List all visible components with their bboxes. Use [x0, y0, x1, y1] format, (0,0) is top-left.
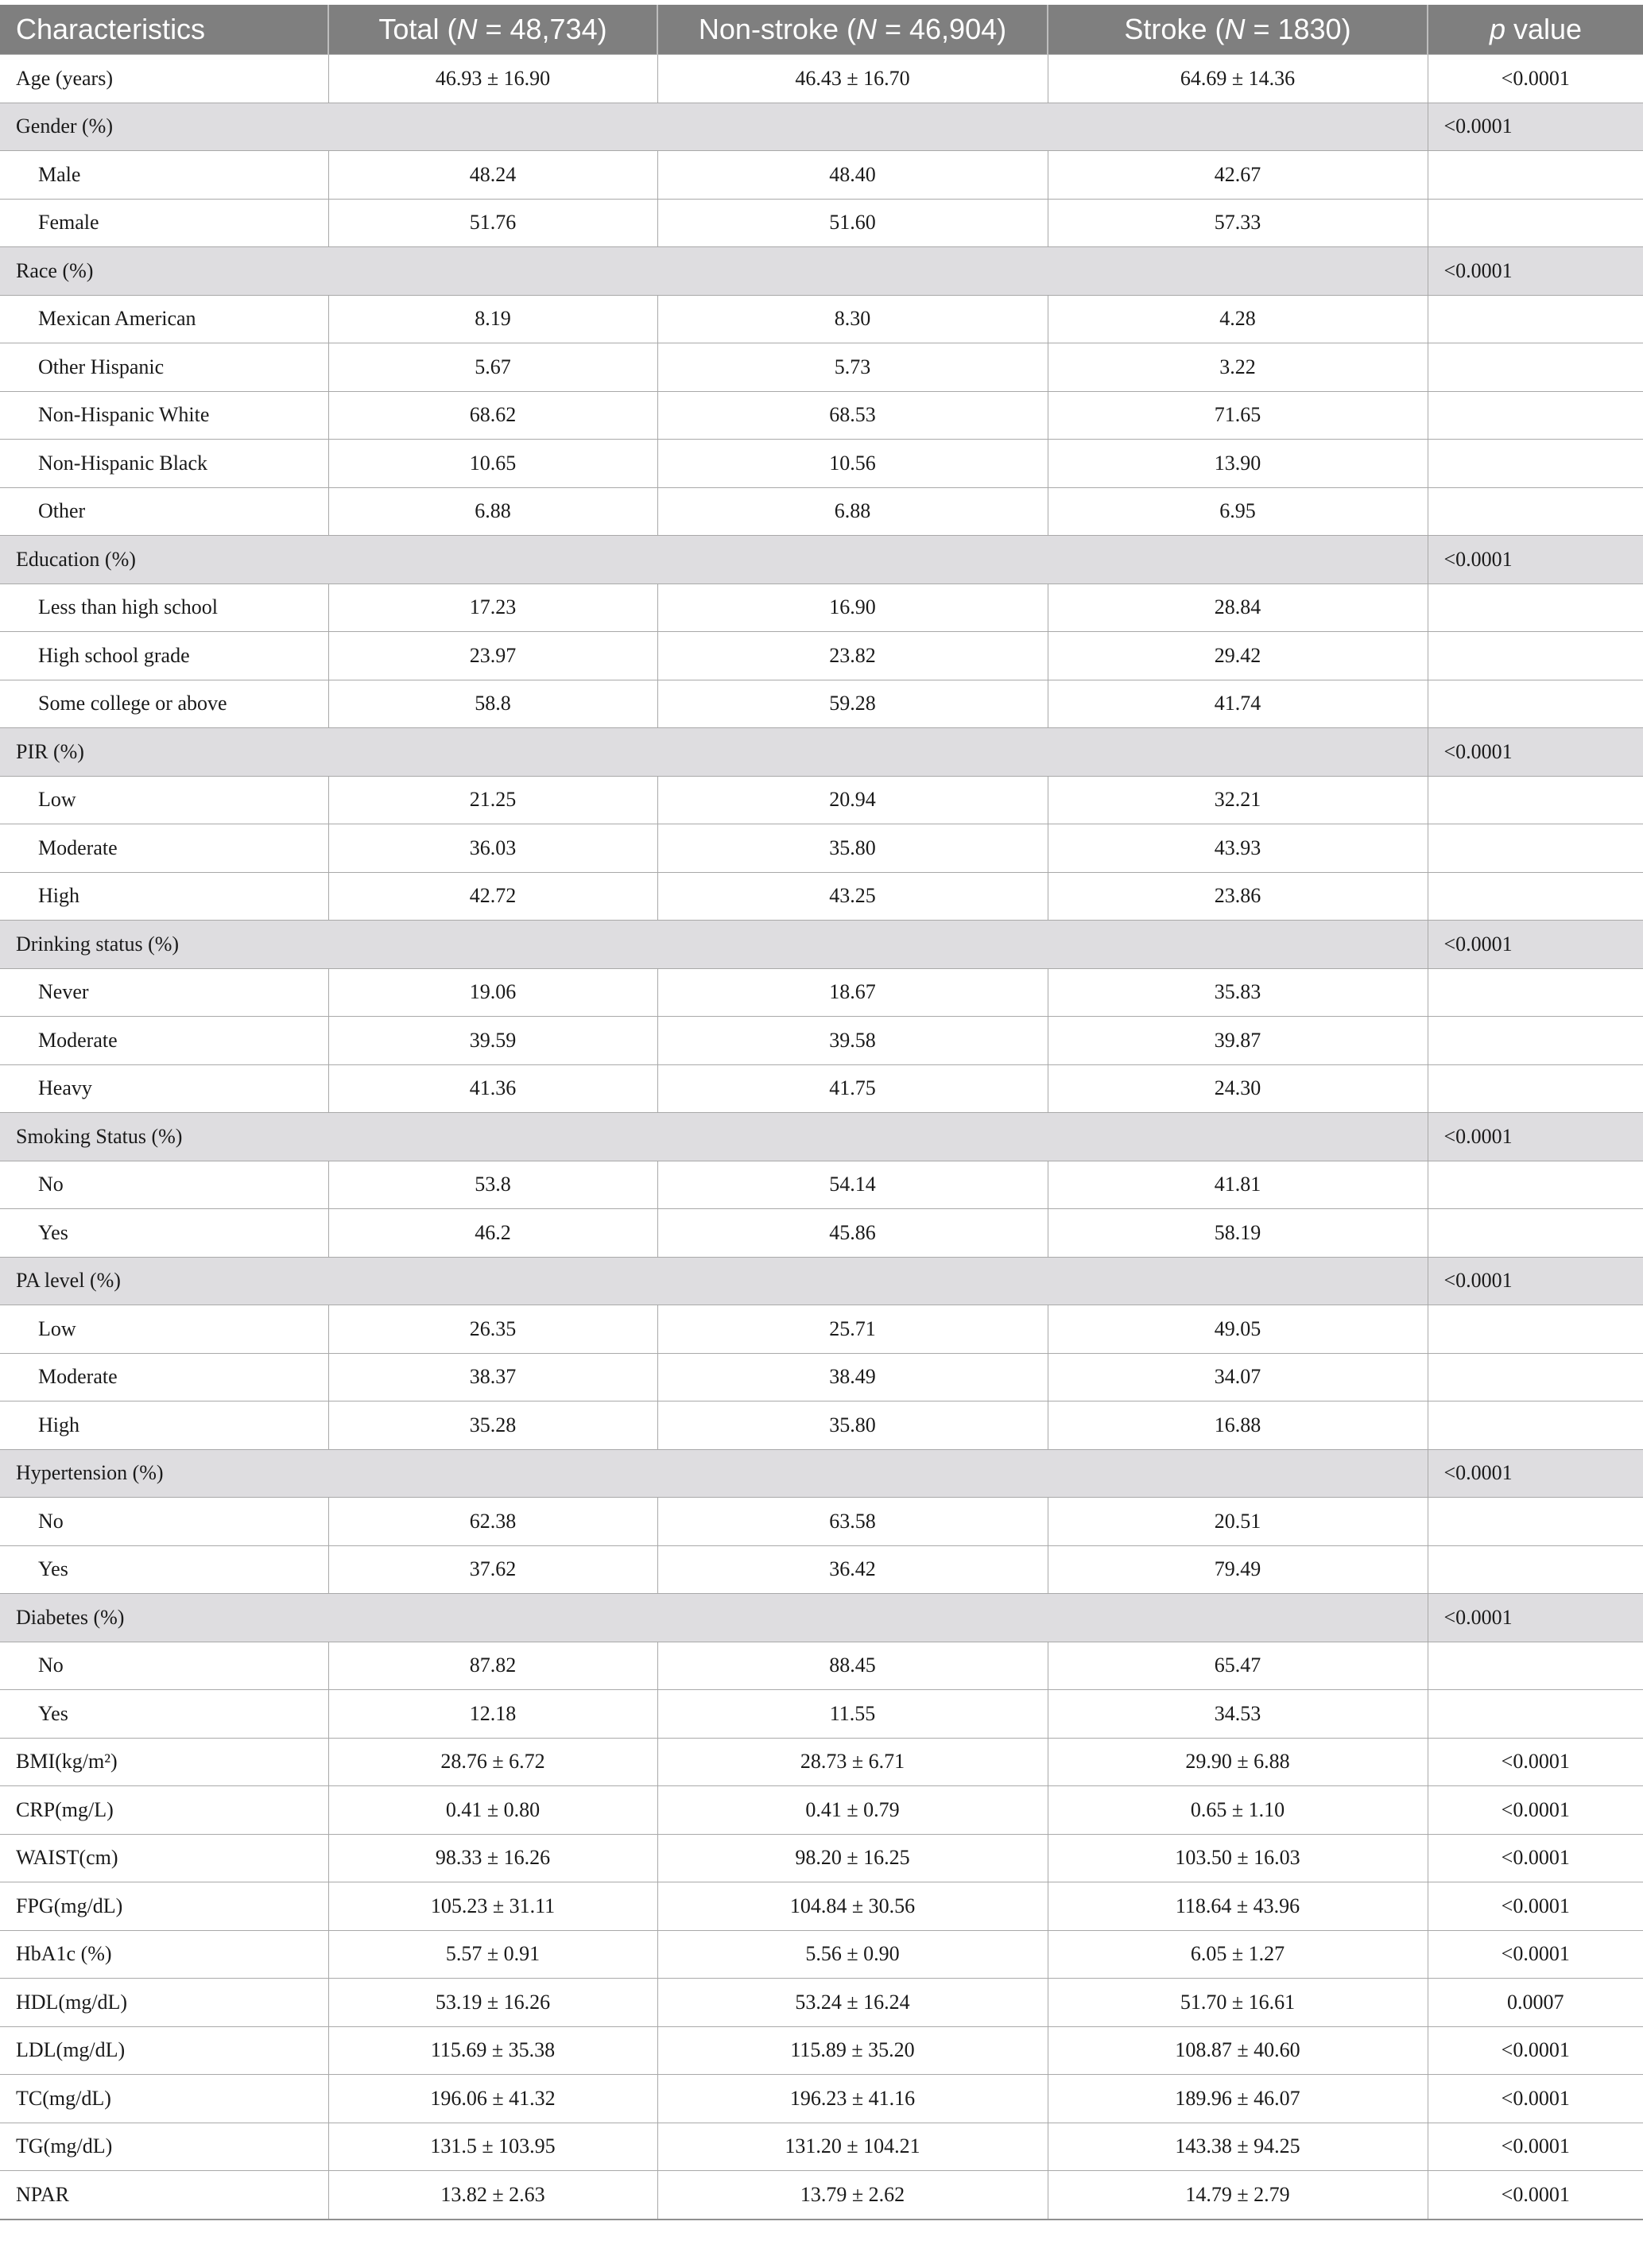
table-row [0, 295, 1643, 343]
header-stroke [1048, 5, 1428, 55]
total-cell: 58.8 [328, 680, 657, 728]
non-stroke-cell: 41.75 [657, 1064, 1048, 1113]
non-stroke-cell: 28.73 ± 6.71 [657, 1738, 1048, 1786]
total-cell: 12.18 [328, 1690, 657, 1739]
stroke-cell: 23.86 [1048, 872, 1428, 921]
total-cell: 62.38 [328, 1498, 657, 1546]
non-stroke-cell: 104.84 ± 30.56 [657, 1882, 1048, 1931]
group-label-cell: Race (%) [0, 247, 1428, 296]
table-row [0, 2123, 1643, 2171]
header-non-stroke [657, 5, 1048, 55]
stroke-cell: 71.65 [1048, 391, 1428, 440]
table-row [0, 1882, 1643, 1931]
table-row [0, 343, 1643, 392]
non-stroke-cell: 11.55 [657, 1690, 1048, 1739]
p-value-cell [1428, 872, 1643, 921]
stroke-cell: 65.47 [1048, 1642, 1428, 1690]
stroke-cell: 51.70 ± 16.61 [1048, 1979, 1428, 2027]
p-value-cell [1428, 1161, 1643, 1209]
table-row [0, 1642, 1643, 1690]
p-value-cell [1428, 824, 1643, 873]
non-stroke-cell: 88.45 [657, 1642, 1048, 1690]
p-value-cell: <0.0001 [1428, 1113, 1643, 1161]
table-row [0, 55, 1643, 103]
p-value-cell [1428, 583, 1643, 632]
table-row [0, 151, 1643, 200]
non-stroke-cell: 5.56 ± 0.90 [657, 1930, 1048, 1979]
p-value-cell [1428, 776, 1643, 824]
total-cell: 37.62 [328, 1545, 657, 1594]
table-row [0, 776, 1643, 824]
total-cell: 39.59 [328, 1017, 657, 1065]
p-value-cell [1428, 391, 1643, 440]
p-value-cell: <0.0001 [1428, 1882, 1643, 1931]
stroke-cell: 16.88 [1048, 1402, 1428, 1450]
stroke-cell: 14.79 ± 2.79 [1048, 2171, 1428, 2220]
total-cell: 53.19 ± 16.26 [328, 1979, 657, 2027]
p-value-cell: <0.0001 [1428, 536, 1643, 584]
p-value-cell [1428, 487, 1643, 536]
sub-label-cell: Male [0, 151, 328, 200]
total-cell: 105.23 ± 31.11 [328, 1882, 657, 1931]
header-stroke-post: = 1830) [1245, 13, 1351, 45]
table-row [0, 1738, 1643, 1786]
total-cell: 196.06 ± 41.32 [328, 2075, 657, 2123]
header-characteristics [0, 5, 328, 55]
p-value-cell: <0.0001 [1428, 1594, 1643, 1642]
stroke-cell: 57.33 [1048, 199, 1428, 247]
header-non-stroke-n: N [855, 13, 877, 45]
p-value-cell: <0.0001 [1428, 2075, 1643, 2123]
stroke-cell: 108.87 ± 40.60 [1048, 2026, 1428, 2075]
total-cell: 38.37 [328, 1353, 657, 1402]
p-value-cell [1428, 968, 1643, 1017]
sub-label-cell: High [0, 1402, 328, 1450]
p-value-cell: <0.0001 [1428, 921, 1643, 969]
non-stroke-cell: 25.71 [657, 1305, 1048, 1354]
non-stroke-cell: 36.42 [657, 1545, 1048, 1594]
table-body [0, 55, 1643, 2220]
group-label-cell: Gender (%) [0, 103, 1428, 151]
p-value-cell [1428, 1402, 1643, 1450]
sub-label-cell: Non-Hispanic Black [0, 440, 328, 488]
stroke-cell: 29.42 [1048, 632, 1428, 680]
non-stroke-cell: 35.80 [657, 1402, 1048, 1450]
non-stroke-cell: 196.23 ± 41.16 [657, 2075, 1048, 2123]
p-value-cell: <0.0001 [1428, 2171, 1643, 2220]
label-cell: TC(mg/dL) [0, 2075, 328, 2123]
p-value-cell [1428, 1498, 1643, 1546]
table-row [0, 391, 1643, 440]
stroke-cell: 43.93 [1048, 824, 1428, 873]
sub-label-cell: No [0, 1161, 328, 1209]
sub-label-cell: High school grade [0, 632, 328, 680]
non-stroke-cell: 10.56 [657, 440, 1048, 488]
p-value-cell: <0.0001 [1428, 1738, 1643, 1786]
total-cell: 8.19 [328, 295, 657, 343]
sub-label-cell: Moderate [0, 1017, 328, 1065]
group-label-cell: Smoking Status (%) [0, 1113, 1428, 1161]
stroke-cell: 41.74 [1048, 680, 1428, 728]
total-cell: 46.93 ± 16.90 [328, 55, 657, 103]
p-value-cell: <0.0001 [1428, 1930, 1643, 1979]
stroke-cell: 35.83 [1048, 968, 1428, 1017]
stroke-cell: 39.87 [1048, 1017, 1428, 1065]
total-cell: 17.23 [328, 583, 657, 632]
sub-label-cell: Female [0, 199, 328, 247]
table-row [0, 632, 1643, 680]
group-label-cell: PA level (%) [0, 1257, 1428, 1305]
total-cell: 98.33 ± 16.26 [328, 1834, 657, 1882]
non-stroke-cell: 16.90 [657, 583, 1048, 632]
sub-label-cell: Yes [0, 1690, 328, 1739]
stroke-cell: 42.67 [1048, 151, 1428, 200]
non-stroke-cell: 53.24 ± 16.24 [657, 1979, 1048, 2027]
table-row [0, 1498, 1643, 1546]
label-cell: BMI(kg/m²) [0, 1738, 328, 1786]
sub-label-cell: Yes [0, 1209, 328, 1258]
table-row [0, 1064, 1643, 1113]
stroke-cell: 34.53 [1048, 1690, 1428, 1739]
sub-label-cell: Yes [0, 1545, 328, 1594]
total-cell: 6.88 [328, 487, 657, 536]
label-cell: LDL(mg/dL) [0, 2026, 328, 2075]
non-stroke-cell: 43.25 [657, 872, 1048, 921]
table-row [0, 872, 1643, 921]
p-value-cell: <0.0001 [1428, 2123, 1643, 2171]
sub-label-cell: Moderate [0, 1353, 328, 1402]
non-stroke-cell: 59.28 [657, 680, 1048, 728]
p-value-cell [1428, 632, 1643, 680]
label-cell: HbA1c (%) [0, 1930, 328, 1979]
non-stroke-cell: 63.58 [657, 1498, 1048, 1546]
sub-label-cell: Some college or above [0, 680, 328, 728]
stroke-cell: 4.28 [1048, 295, 1428, 343]
total-cell: 5.57 ± 0.91 [328, 1930, 657, 1979]
stroke-cell: 32.21 [1048, 776, 1428, 824]
non-stroke-cell: 18.67 [657, 968, 1048, 1017]
table-row [0, 487, 1643, 536]
stroke-cell: 0.65 ± 1.10 [1048, 1786, 1428, 1835]
p-value-cell: <0.0001 [1428, 103, 1643, 151]
non-stroke-cell: 23.82 [657, 632, 1048, 680]
group-row [0, 1594, 1643, 1642]
p-value-cell [1428, 1690, 1643, 1739]
total-cell: 87.82 [328, 1642, 657, 1690]
total-cell: 36.03 [328, 824, 657, 873]
header-non-stroke-pre: Non-stroke ( [698, 13, 856, 45]
sub-label-cell: Non-Hispanic White [0, 391, 328, 440]
p-value-cell [1428, 151, 1643, 200]
non-stroke-cell: 20.94 [657, 776, 1048, 824]
stroke-cell: 20.51 [1048, 1498, 1428, 1546]
label-cell: FPG(mg/dL) [0, 1882, 328, 1931]
p-value-cell: <0.0001 [1428, 1257, 1643, 1305]
total-cell: 48.24 [328, 151, 657, 200]
header-row [0, 5, 1643, 55]
table-row [0, 1402, 1643, 1450]
header-p-italic: p [1489, 13, 1505, 45]
group-row [0, 1113, 1643, 1161]
p-value-cell [1428, 1642, 1643, 1690]
stroke-cell: 6.05 ± 1.27 [1048, 1930, 1428, 1979]
non-stroke-cell: 39.58 [657, 1017, 1048, 1065]
table-row [0, 2171, 1643, 2220]
sub-label-cell: Moderate [0, 824, 328, 873]
header-characteristics-label: Characteristics [16, 13, 206, 45]
stroke-cell: 58.19 [1048, 1209, 1428, 1258]
p-value-cell [1428, 1545, 1643, 1594]
total-cell: 115.69 ± 35.38 [328, 2026, 657, 2075]
label-cell: HDL(mg/dL) [0, 1979, 328, 2027]
p-value-cell [1428, 1305, 1643, 1354]
sub-label-cell: Less than high school [0, 583, 328, 632]
stroke-cell: 28.84 [1048, 583, 1428, 632]
total-cell: 51.76 [328, 199, 657, 247]
group-row [0, 921, 1643, 969]
group-label-cell: Hypertension (%) [0, 1449, 1428, 1498]
table-row [0, 1353, 1643, 1402]
header-p-value [1428, 5, 1643, 55]
total-cell: 28.76 ± 6.72 [328, 1738, 657, 1786]
non-stroke-cell: 38.49 [657, 1353, 1048, 1402]
table-row [0, 440, 1643, 488]
sub-label-cell: Other [0, 487, 328, 536]
sub-label-cell: Other Hispanic [0, 343, 328, 392]
p-value-cell [1428, 680, 1643, 728]
group-row [0, 1257, 1643, 1305]
stroke-cell: 3.22 [1048, 343, 1428, 392]
table-row [0, 2075, 1643, 2123]
sub-label-cell: No [0, 1642, 328, 1690]
group-label-cell: Education (%) [0, 536, 1428, 584]
header-stroke-pre: Stroke ( [1124, 13, 1225, 45]
header-total-post: = 48,734) [477, 13, 607, 45]
p-value-cell: <0.0001 [1428, 1449, 1643, 1498]
p-value-cell: <0.0001 [1428, 55, 1643, 103]
total-cell: 131.5 ± 103.95 [328, 2123, 657, 2171]
table-row [0, 1834, 1643, 1882]
characteristics-table [0, 5, 1643, 2220]
non-stroke-cell: 51.60 [657, 199, 1048, 247]
non-stroke-cell: 8.30 [657, 295, 1048, 343]
non-stroke-cell: 5.73 [657, 343, 1048, 392]
stroke-cell: 29.90 ± 6.88 [1048, 1738, 1428, 1786]
stroke-cell: 103.50 ± 16.03 [1048, 1834, 1428, 1882]
header-stroke-n: N [1224, 13, 1246, 45]
p-value-cell: 0.0007 [1428, 1979, 1643, 2027]
non-stroke-cell: 131.20 ± 104.21 [657, 2123, 1048, 2171]
sub-label-cell: Low [0, 1305, 328, 1354]
non-stroke-cell: 6.88 [657, 487, 1048, 536]
total-cell: 35.28 [328, 1402, 657, 1450]
p-value-cell [1428, 1209, 1643, 1258]
label-cell: WAIST(cm) [0, 1834, 328, 1882]
total-cell: 0.41 ± 0.80 [328, 1786, 657, 1835]
stroke-cell: 34.07 [1048, 1353, 1428, 1402]
total-cell: 46.2 [328, 1209, 657, 1258]
table-row [0, 824, 1643, 873]
label-cell: Age (years) [0, 55, 328, 103]
total-cell: 21.25 [328, 776, 657, 824]
table-row [0, 1017, 1643, 1065]
stroke-cell: 79.49 [1048, 1545, 1428, 1594]
group-label-cell: Drinking status (%) [0, 921, 1428, 969]
non-stroke-cell: 115.89 ± 35.20 [657, 2026, 1048, 2075]
table-header [0, 5, 1643, 55]
table-row [0, 199, 1643, 247]
non-stroke-cell: 48.40 [657, 151, 1048, 200]
table-row [0, 1690, 1643, 1739]
total-cell: 5.67 [328, 343, 657, 392]
p-value-cell [1428, 1064, 1643, 1113]
header-total [328, 5, 657, 55]
table-row [0, 1305, 1643, 1354]
table-row [0, 1979, 1643, 2027]
p-value-cell [1428, 1353, 1643, 1402]
table-row [0, 1930, 1643, 1979]
table-row [0, 1545, 1643, 1594]
group-row [0, 728, 1643, 777]
group-row [0, 247, 1643, 296]
table-row [0, 1209, 1643, 1258]
stroke-cell: 24.30 [1048, 1064, 1428, 1113]
p-value-cell [1428, 440, 1643, 488]
sub-label-cell: Low [0, 776, 328, 824]
non-stroke-cell: 35.80 [657, 824, 1048, 873]
stroke-cell: 64.69 ± 14.36 [1048, 55, 1428, 103]
table-row [0, 2026, 1643, 2075]
table-row [0, 1786, 1643, 1835]
group-label-cell: PIR (%) [0, 728, 1428, 777]
p-value-cell [1428, 343, 1643, 392]
sub-label-cell: High [0, 872, 328, 921]
p-value-cell: <0.0001 [1428, 1834, 1643, 1882]
stroke-cell: 13.90 [1048, 440, 1428, 488]
p-value-cell [1428, 1017, 1643, 1065]
p-value-cell: <0.0001 [1428, 247, 1643, 296]
header-p-value-post: value [1505, 13, 1583, 45]
non-stroke-cell: 98.20 ± 16.25 [657, 1834, 1048, 1882]
total-cell: 23.97 [328, 632, 657, 680]
stroke-cell: 6.95 [1048, 487, 1428, 536]
stroke-cell: 189.96 ± 46.07 [1048, 2075, 1428, 2123]
table-row [0, 1161, 1643, 1209]
non-stroke-cell: 46.43 ± 16.70 [657, 55, 1048, 103]
total-cell: 41.36 [328, 1064, 657, 1113]
p-value-cell [1428, 199, 1643, 247]
table-row [0, 680, 1643, 728]
p-value-cell: <0.0001 [1428, 1786, 1643, 1835]
total-cell: 68.62 [328, 391, 657, 440]
table-row [0, 583, 1643, 632]
stroke-cell: 49.05 [1048, 1305, 1428, 1354]
total-cell: 26.35 [328, 1305, 657, 1354]
group-row [0, 536, 1643, 584]
total-cell: 53.8 [328, 1161, 657, 1209]
total-cell: 42.72 [328, 872, 657, 921]
total-cell: 19.06 [328, 968, 657, 1017]
sub-label-cell: No [0, 1498, 328, 1546]
sub-label-cell: Heavy [0, 1064, 328, 1113]
sub-label-cell: Mexican American [0, 295, 328, 343]
group-label-cell: Diabetes (%) [0, 1594, 1428, 1642]
group-row [0, 1449, 1643, 1498]
non-stroke-cell: 0.41 ± 0.79 [657, 1786, 1048, 1835]
total-cell: 13.82 ± 2.63 [328, 2171, 657, 2220]
non-stroke-cell: 13.79 ± 2.62 [657, 2171, 1048, 2220]
non-stroke-cell: 45.86 [657, 1209, 1048, 1258]
stroke-cell: 143.38 ± 94.25 [1048, 2123, 1428, 2171]
non-stroke-cell: 68.53 [657, 391, 1048, 440]
sub-label-cell: Never [0, 968, 328, 1017]
label-cell: NPAR [0, 2171, 328, 2220]
non-stroke-cell: 54.14 [657, 1161, 1048, 1209]
p-value-cell: <0.0001 [1428, 728, 1643, 777]
header-total-pre: Total ( [378, 13, 457, 45]
header-non-stroke-post: = 46,904) [876, 13, 1007, 45]
group-row [0, 103, 1643, 151]
stroke-cell: 41.81 [1048, 1161, 1428, 1209]
label-cell: TG(mg/dL) [0, 2123, 328, 2171]
table-row [0, 968, 1643, 1017]
header-total-n: N [456, 13, 478, 45]
stroke-cell: 118.64 ± 43.96 [1048, 1882, 1428, 1931]
total-cell: 10.65 [328, 440, 657, 488]
p-value-cell [1428, 295, 1643, 343]
p-value-cell: <0.0001 [1428, 2026, 1643, 2075]
label-cell: CRP(mg/L) [0, 1786, 328, 1835]
